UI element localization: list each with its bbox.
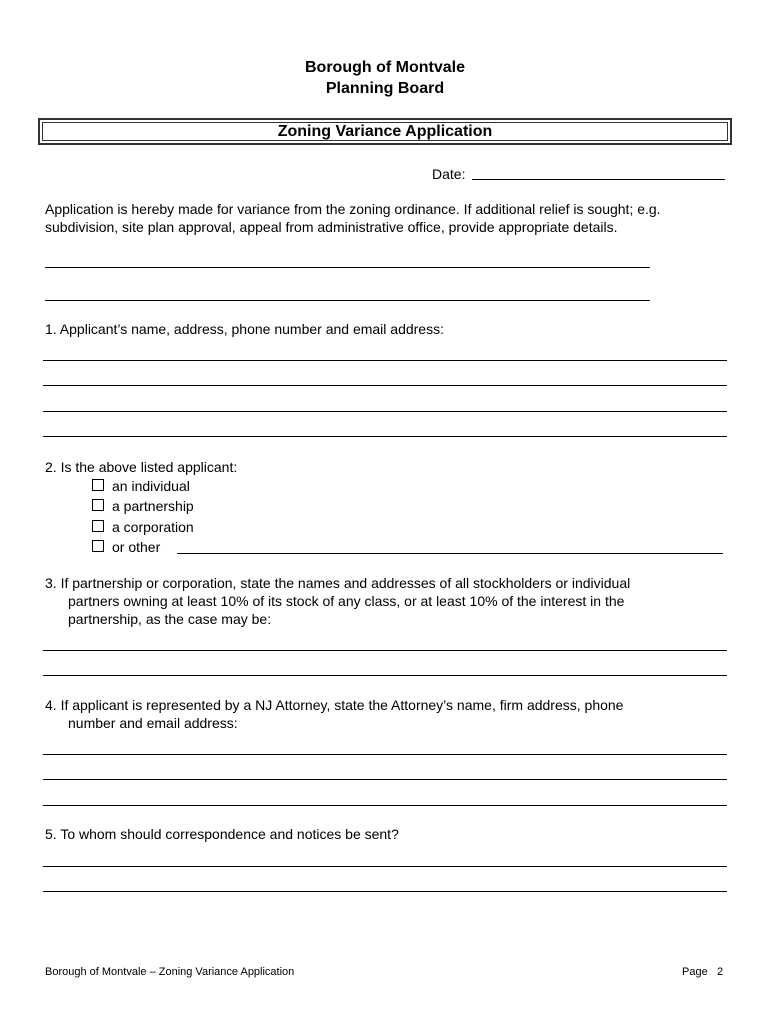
question-3-line-3: partnership, as the case may be:: [68, 611, 272, 627]
borough-name: Borough of Montvale: [305, 59, 465, 76]
option-individual-label: an individual: [112, 478, 190, 494]
details-line-2[interactable]: [45, 300, 650, 301]
q3-answer-line-1[interactable]: [43, 650, 727, 651]
question-4-line-1: 4. If applicant is represented by a NJ Attorney, state the Attorney’s name, firm address, phone: [45, 697, 624, 713]
q4-answer-line-1[interactable]: [43, 754, 727, 755]
q1-answer-line-3[interactable]: [43, 411, 727, 412]
board-name: Planning Board: [325, 80, 445, 97]
question-3-line-1: 3. If partnership or corporation, state the names and addresses of all stockholders or individual: [45, 575, 631, 591]
footer-page-number: 2: [717, 966, 724, 978]
date-field[interactable]: [472, 179, 725, 180]
question-5: 5. To whom should correspondence and notices be sent?: [45, 826, 399, 842]
q4-answer-line-3[interactable]: [43, 805, 727, 806]
checkbox-other[interactable]: [92, 540, 104, 552]
q1-answer-line-1[interactable]: [43, 360, 727, 361]
question-4-line-2: number and email address:: [68, 715, 238, 731]
q1-answer-line-4[interactable]: [43, 436, 727, 437]
question-2: 2. Is the above listed applicant:: [45, 459, 238, 475]
question-1: 1. Applicant’s name, address, phone number and email address:: [45, 321, 444, 337]
option-partnership-label: a partnership: [112, 498, 194, 514]
details-line-1[interactable]: [45, 267, 650, 268]
footer-document-title: Borough of Montvale – Zoning Variance Application: [45, 966, 295, 978]
intro-line-1: Application is hereby made for variance from the zoning ordinance. If additional relief is sought; e.g.: [45, 201, 661, 217]
checkbox-corporation[interactable]: [92, 520, 104, 532]
intro-line-2: subdivision, site plan approval, appeal from administrative office, provide appropriate details.: [45, 219, 618, 235]
form-title: Zoning Variance Application: [277, 123, 493, 140]
checkbox-individual[interactable]: [92, 479, 104, 491]
date-label: Date:: [432, 166, 466, 182]
q4-answer-line-2[interactable]: [43, 779, 727, 780]
q1-answer-line-2[interactable]: [43, 385, 727, 386]
option-other-label: or other: [112, 539, 161, 555]
other-specify-line[interactable]: [177, 553, 723, 554]
q5-answer-line-1[interactable]: [43, 866, 727, 867]
option-corporation-label: a corporation: [112, 519, 194, 535]
checkbox-partnership[interactable]: [92, 499, 104, 511]
question-3-line-2: partners owning at least 10% of its stock of any class, or at least 10% of the interest in the: [68, 593, 625, 609]
q5-answer-line-2[interactable]: [43, 891, 727, 892]
footer-page-label: Page: [682, 966, 708, 978]
q3-answer-line-2[interactable]: [43, 675, 727, 676]
